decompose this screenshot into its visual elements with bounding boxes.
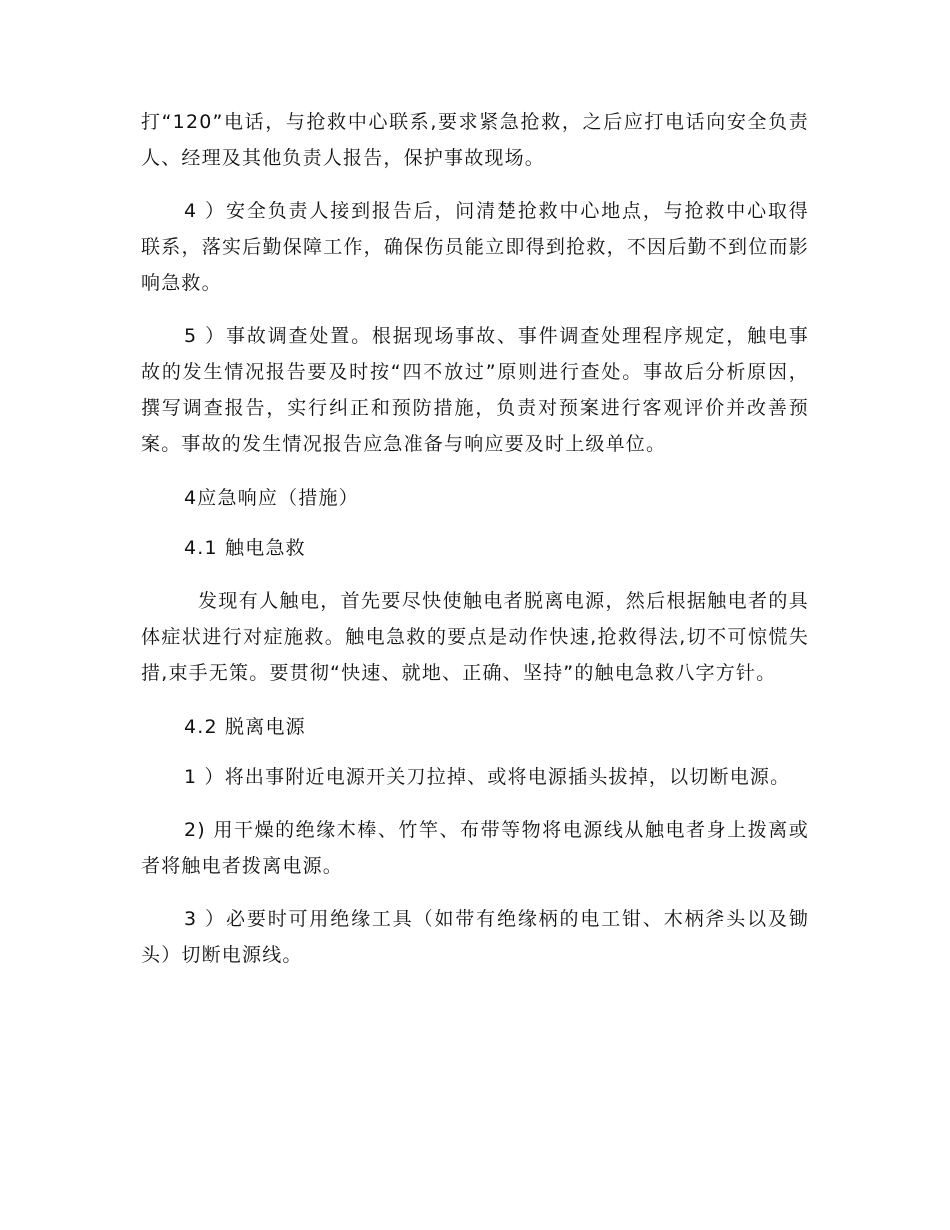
paragraph-step-3: 3 ）必要时可用绝缘工具（如带有绝缘柄的电工钳、木柄斧头以及锄头）切断电源线。 (141, 908, 809, 966)
paragraph-step-2: 2) 用干燥的绝缘木棒、竹竿、布带等物将电源线从触电者身上拨离或者将触电者拨离电源。 (141, 819, 809, 877)
paragraph-item-4: 4 ）安全负责人接到报告后，问清楚抢救中心地点，与抢救中心取得联系，落实后勤保障工作，确保伤员能立即得到抢救，不因后勤不到位而影响急救。 (141, 200, 809, 294)
paragraph-electric-shock-first-aid: 发现有人触电，首先要尽快使触电者脱离电源，然后根据触电者的具体症状进行对症施救。触电急救的要点是动作快速,抢救得法,切不可惊慌失措,束手无策。要贯彻“快速、就地、正确、坚持”的触电急救八字方针。 (141, 590, 809, 684)
paragraph-item-5: 5 ）事故调查处置。根据现场事故、事件调查处理程序规定，触电事故的发生情况报告要及时按“四不放过”原则进行查处。事故后分析原因，撰写调查报告，实行纠正和预防措施，负责对预案进行客观评价并改善预案。事故的发生情况报告应急准备与响应要及时上级单位。 (141, 325, 809, 455)
section-heading-4-1: 4.1 触电急救 (184, 537, 306, 559)
document-body (141, 104, 809, 973)
section-heading-4-2: 4.2 脱离电源 (184, 716, 306, 738)
paragraph-call-120: 打“120”电话，与抢救中心联系,要求紧急抢救，之后应打电话向安全负责人、经理及其他负责人报告，保护事故现场。 (141, 111, 809, 169)
section-heading-4: 4应急响应（措施） (184, 487, 359, 509)
paragraph-step-1: 1 ）将出事附近电源开关刀拉掉、或将电源插头拔掉，以切断电源。 (184, 766, 791, 788)
